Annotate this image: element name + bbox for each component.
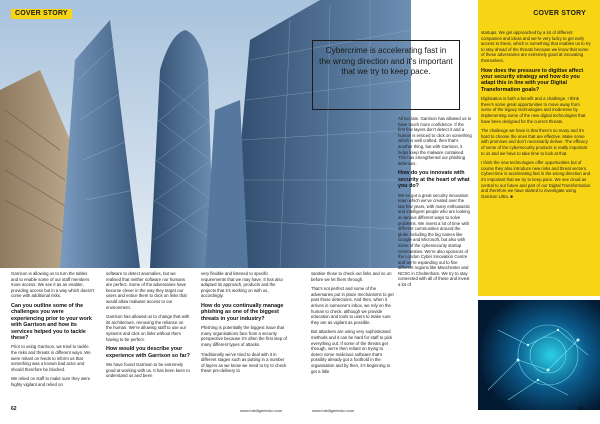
paragraph: Garrison has allowed us to change that with its architecture, removing the reliance on the human. We’re allowing staff to use our systems and click on links without them having to be perfect. <box>106 314 190 342</box>
paragraph: All too late. Garrison has allowed us to have much more confidence. If the first few layers don’t detect it and a human is enticed to click on something which is well crafted, then that’s another thing, but with Garrison, it helps keep the malware contained. This has strengthened our phishing defences. <box>398 116 472 166</box>
left-column-3 <box>201 271 289 378</box>
section-tag-right: COVER STORY <box>529 9 590 19</box>
section-tag-left: COVER STORY <box>11 9 72 19</box>
pull-quote: Cybercrime is accelerating fast in the wrong direction and it’s important that we try to keep pace. <box>312 40 460 110</box>
paragraph: Prior to using Garrison, we tried to tackle the risks and threats in different ways. We were reliant on feeds to inform us that something was a known bad actor and should therefore be blocked. <box>11 344 91 372</box>
page-number-left: 62 <box>11 406 17 412</box>
paragraph: That’s not perfect and some of the adversaries put in place mechanisms to get past those detections. And then, when it arrives in someone’s inbox, we rely on the human to check, although we provide education and tools to users to make sure they are as vigilant as possible. <box>311 286 394 325</box>
paragraph: We relied on staff to make sure they were highly vigilant and relied on <box>11 376 91 387</box>
cyber-network-photo <box>478 300 600 410</box>
left-column-1 <box>11 271 95 392</box>
paragraph: Phishing is potentially the biggest issue that many organisations face from a security perspective because it’s often the first step of many different types of attacks. <box>201 325 287 347</box>
footer-url-right: www.intelligentciso.com <box>312 408 355 413</box>
paragraph: software to detect anomalies, but we realised that neither software nor humans are perfect. Some of the adversaries have become clever in the way they target our users and entice them to click on links that would allow malware access to our environment. <box>106 271 187 310</box>
left-column-2 <box>106 271 190 383</box>
question-heading: How do you innovate with security at the heart of what you do? <box>398 170 470 190</box>
paragraph: The challenge we have is that there’s so many and it’s hard to choose the ones that are effective. Make some with promises and don’t necessarily deliver. The efficacy of some of the cybersecurity products is really important to us and we have to take time to look at that. <box>481 128 588 156</box>
right-column-2 <box>398 116 472 292</box>
paragraph: sanitise those to check out links and so on before we let them through. <box>311 271 392 282</box>
footer-url-left: www.intelligentcisо.com <box>240 408 283 413</box>
paragraph: Garrison is allowing us to turn the tables and to enable some of our staff members more access. We see it as an enabler, providing access but in a way which doesn’t come with additional risks. <box>11 271 95 299</box>
question-heading: How does the pressure to digitise affect your security strategy and how do you adapt this in line with your Digital Transformation goals? <box>481 67 584 93</box>
paragraph: Digitisation is both a benefit and a challenge. I think there’s some great opportunities to move away from some of the legacy technologies and modernise by implementing some of the new digital technologies that have been designed for the current threats. <box>481 96 586 124</box>
paragraph: Traditionally we’ve tried to deal with it in different stages such as putting in a number of layers as we know we need to try to check these pre-delivery to <box>201 351 287 374</box>
page-number-right: 63 <box>578 406 584 412</box>
paragraph: We have found Garrison to be extremely good at working with us. It has been keen to understand us and been <box>106 361 190 379</box>
question-heading: How do you continually manage phishing as one of the biggest threats in your industry? <box>201 302 284 322</box>
right-column-3 <box>481 30 591 203</box>
paragraph: But attackers are using very sophisticated methods and it can be hard for staff to pick everything out. If some of the threats get through, we’re then reliant on trying to detect some malicious software that’s possibly already got a foothold in the organisation and by then, it’s beginning to get a little <box>311 329 393 374</box>
paragraph: We’ve got a great security innovation team which we’ve created over the last few years, with many enthusiastic and intelligent people who are looking at various different ways to solve problems. We invest a lot of time with different communities around the globe including the big names like Google and Microsoft, but also with some of the cybersecurity startup communities. We’re also sponsors of the London Cyber Innovation Centre and we’re expanding out to five different regions like Manchester and NCSC in Cheltenham. We try to stay connected with all of these and invest a lot of <box>398 192 470 288</box>
question-heading: How would you describe your experience with Garrison so far? <box>106 346 190 359</box>
question-heading: Can you outline some of the challenges you were experiencing prior to your work with Garrison and how its services helped you to tackle these? <box>11 302 92 341</box>
right-column-1 <box>311 271 395 378</box>
paragraph: startups. We get approached by a lot of different companies and ideas and we’re very lucky to get early access to these, which is something that enables us to try to stay ahead of the threats because we know that some of these adversaries are extremely good at innovating themselves. <box>481 30 591 63</box>
paragraph: I think the new technologies offer opportunities but of course they also introduce new risks and threat vectors. Cybercrime is accelerating fast in the wrong direction and it’s important that we try to keep pace. We see cloud as central to our future and part of our Digital Transformation and therefore we have started to investigate using Garrison Ultra. ■ <box>481 160 591 199</box>
paragraph: very flexible and listened to specific requirements that we may have. It has also adapted its approach, products and the projects that it’s working on with us, accordingly. <box>201 271 283 299</box>
